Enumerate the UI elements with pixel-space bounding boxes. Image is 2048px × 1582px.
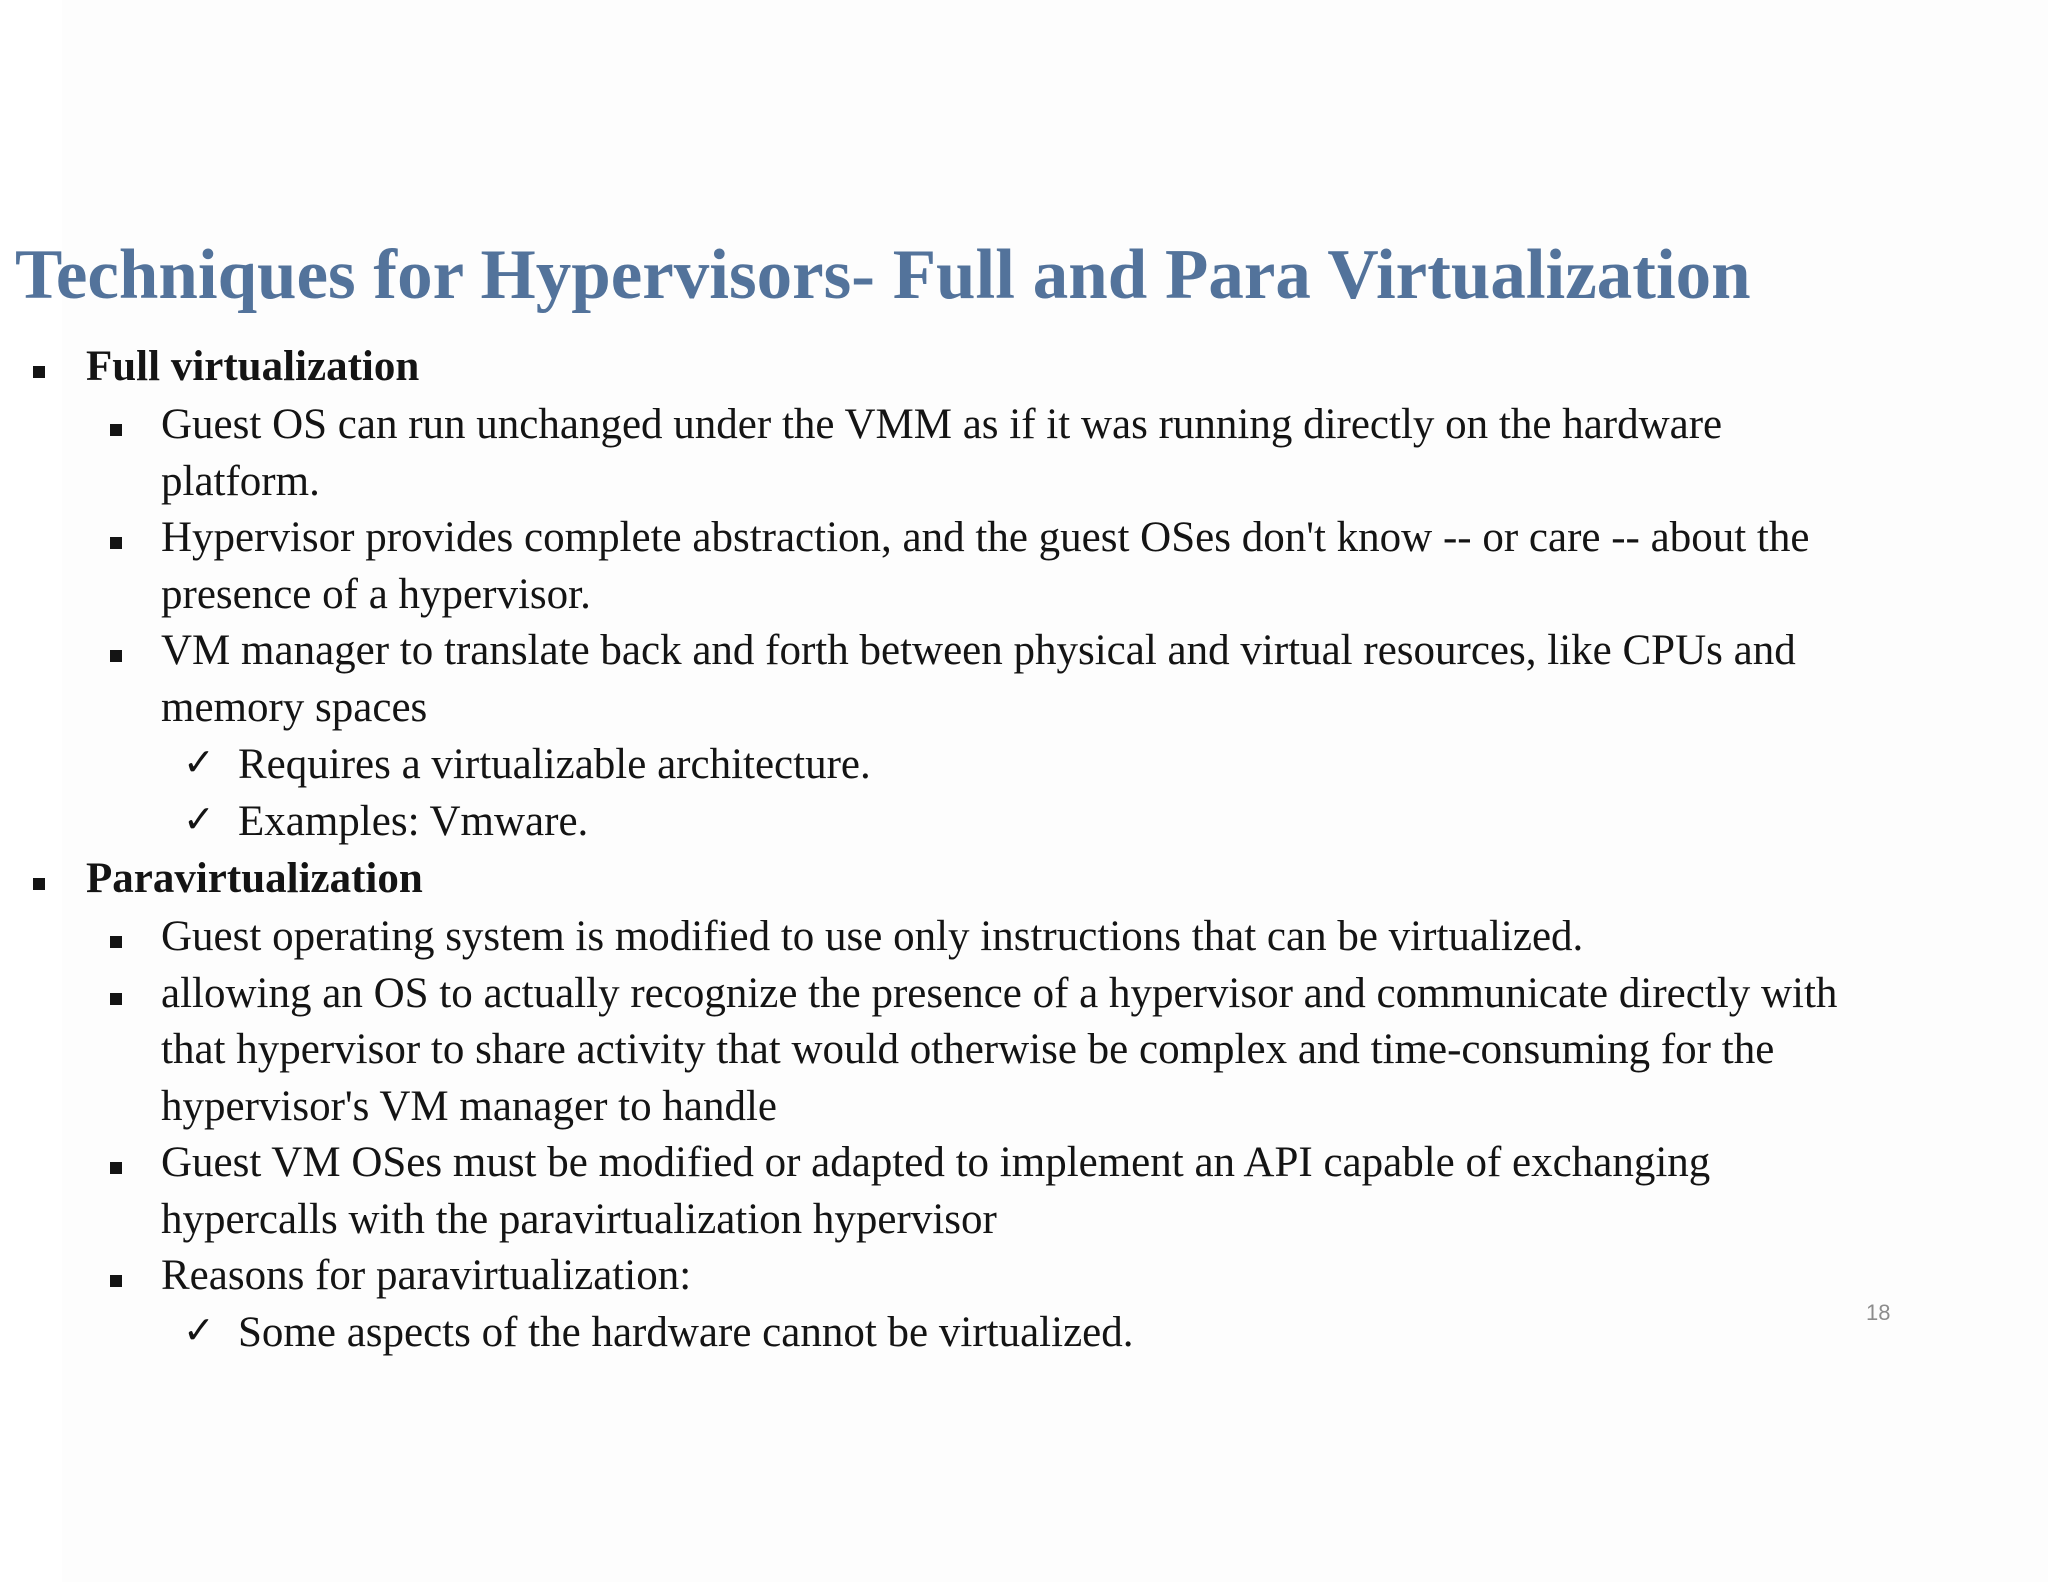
check-item-text: Requires a virtualizable architecture. (238, 741, 871, 788)
bullet-text-continuation: hypervisor's VM manager to handle (161, 1083, 777, 1130)
square-bullet-icon (110, 993, 122, 1005)
square-bullet-icon (110, 537, 122, 549)
check-item-text: Examples: Vmware. (238, 798, 589, 845)
checkmark-icon: ✓ (183, 740, 215, 784)
bullet-text: allowing an OS to actually recognize the presence of a hypervisor and communicate directly with (161, 970, 1838, 1017)
slide-title: Techniques for Hypervisors- Full and Para Virtualization (15, 236, 1751, 314)
square-bullet-icon (110, 424, 122, 436)
checkmark-icon: ✓ (183, 797, 215, 841)
bullet-text-continuation: platform. (161, 458, 320, 505)
bullet-text: Guest operating system is modified to use only instructions that can be virtualized. (161, 913, 1584, 960)
section-heading-paravirtualization: Paravirtualization (86, 855, 423, 902)
square-bullet-icon (33, 878, 45, 890)
square-bullet-icon (110, 650, 122, 662)
section-heading-full-virtualization: Full virtualization (86, 343, 420, 390)
square-bullet-icon (110, 1275, 122, 1287)
bullet-text-continuation: that hypervisor to share activity that would otherwise be complex and time-consuming for the (161, 1026, 1775, 1073)
bullet-text: Guest VM OSes must be modified or adapted to implement an API capable of exchanging (161, 1139, 1711, 1186)
bullet-text-continuation: presence of a hypervisor. (161, 571, 591, 618)
square-bullet-icon (110, 936, 122, 948)
slide-number: 18 (1866, 1300, 1891, 1325)
bullet-text-continuation: memory spaces (161, 684, 428, 731)
bullet-text: Reasons for paravirtualization: (161, 1252, 692, 1299)
square-bullet-icon (110, 1162, 122, 1174)
bullet-text: Guest OS can run unchanged under the VMM as if it was running directly on the hardware (161, 401, 1723, 448)
bullet-text-continuation: hypercalls with the paravirtualization hypervisor (161, 1196, 997, 1243)
check-item-text: Some aspects of the hardware cannot be virtualized. (238, 1309, 1134, 1356)
bullet-text: VM manager to translate back and forth between physical and virtual resources, like CPUs and (161, 627, 1796, 674)
bullet-text: Hypervisor provides complete abstraction, and the guest OSes don't know -- or care -- about the (161, 514, 1810, 561)
checkmark-icon: ✓ (183, 1308, 215, 1352)
square-bullet-icon (33, 366, 45, 378)
